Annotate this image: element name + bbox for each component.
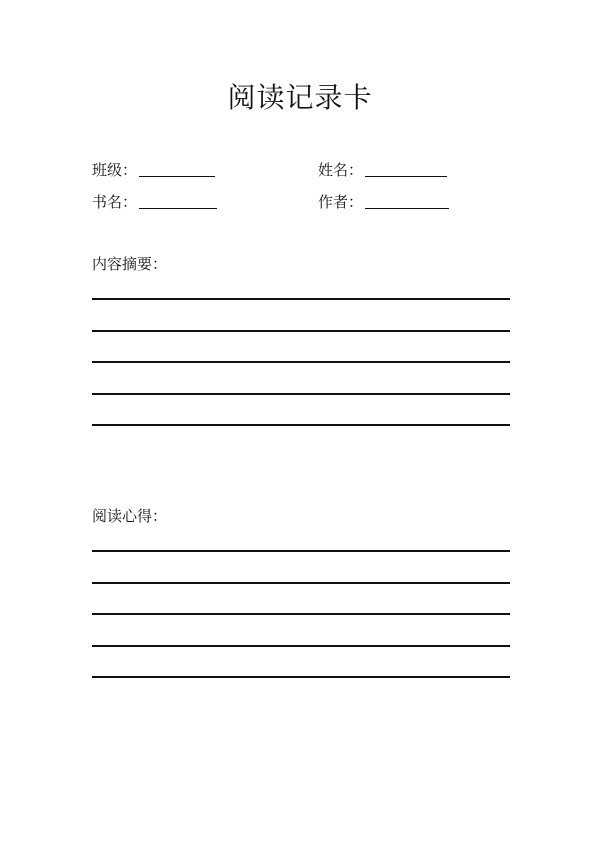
book-label: 书名：	[92, 193, 138, 211]
name-label: 姓名：	[318, 161, 364, 179]
summary-writing-line[interactable]	[92, 298, 510, 300]
summary-writing-line[interactable]	[92, 393, 510, 395]
author-input-line[interactable]	[365, 208, 449, 209]
reflection-writing-line[interactable]	[92, 582, 510, 584]
class-label: 班级：	[92, 161, 138, 179]
summary-writing-line[interactable]	[92, 424, 510, 426]
class-input-line[interactable]	[139, 176, 215, 177]
book-field	[92, 190, 217, 212]
page-title: 阅读记录卡	[227, 81, 373, 114]
reflection-writing-line[interactable]	[92, 613, 510, 615]
class-field	[92, 158, 215, 180]
book-input-line[interactable]	[139, 208, 217, 209]
reflection-label: 阅读心得：	[92, 507, 168, 525]
summary-label: 内容摘要：	[92, 255, 168, 273]
reflection-writing-line[interactable]	[92, 550, 510, 552]
author-label: 作者：	[318, 193, 364, 211]
summary-writing-line[interactable]	[92, 330, 510, 332]
summary-writing-line[interactable]	[92, 361, 510, 363]
reflection-writing-line[interactable]	[92, 676, 510, 678]
name-input-line[interactable]	[365, 176, 447, 177]
name-field	[318, 158, 447, 180]
author-field	[318, 190, 449, 212]
reflection-writing-line[interactable]	[92, 645, 510, 647]
